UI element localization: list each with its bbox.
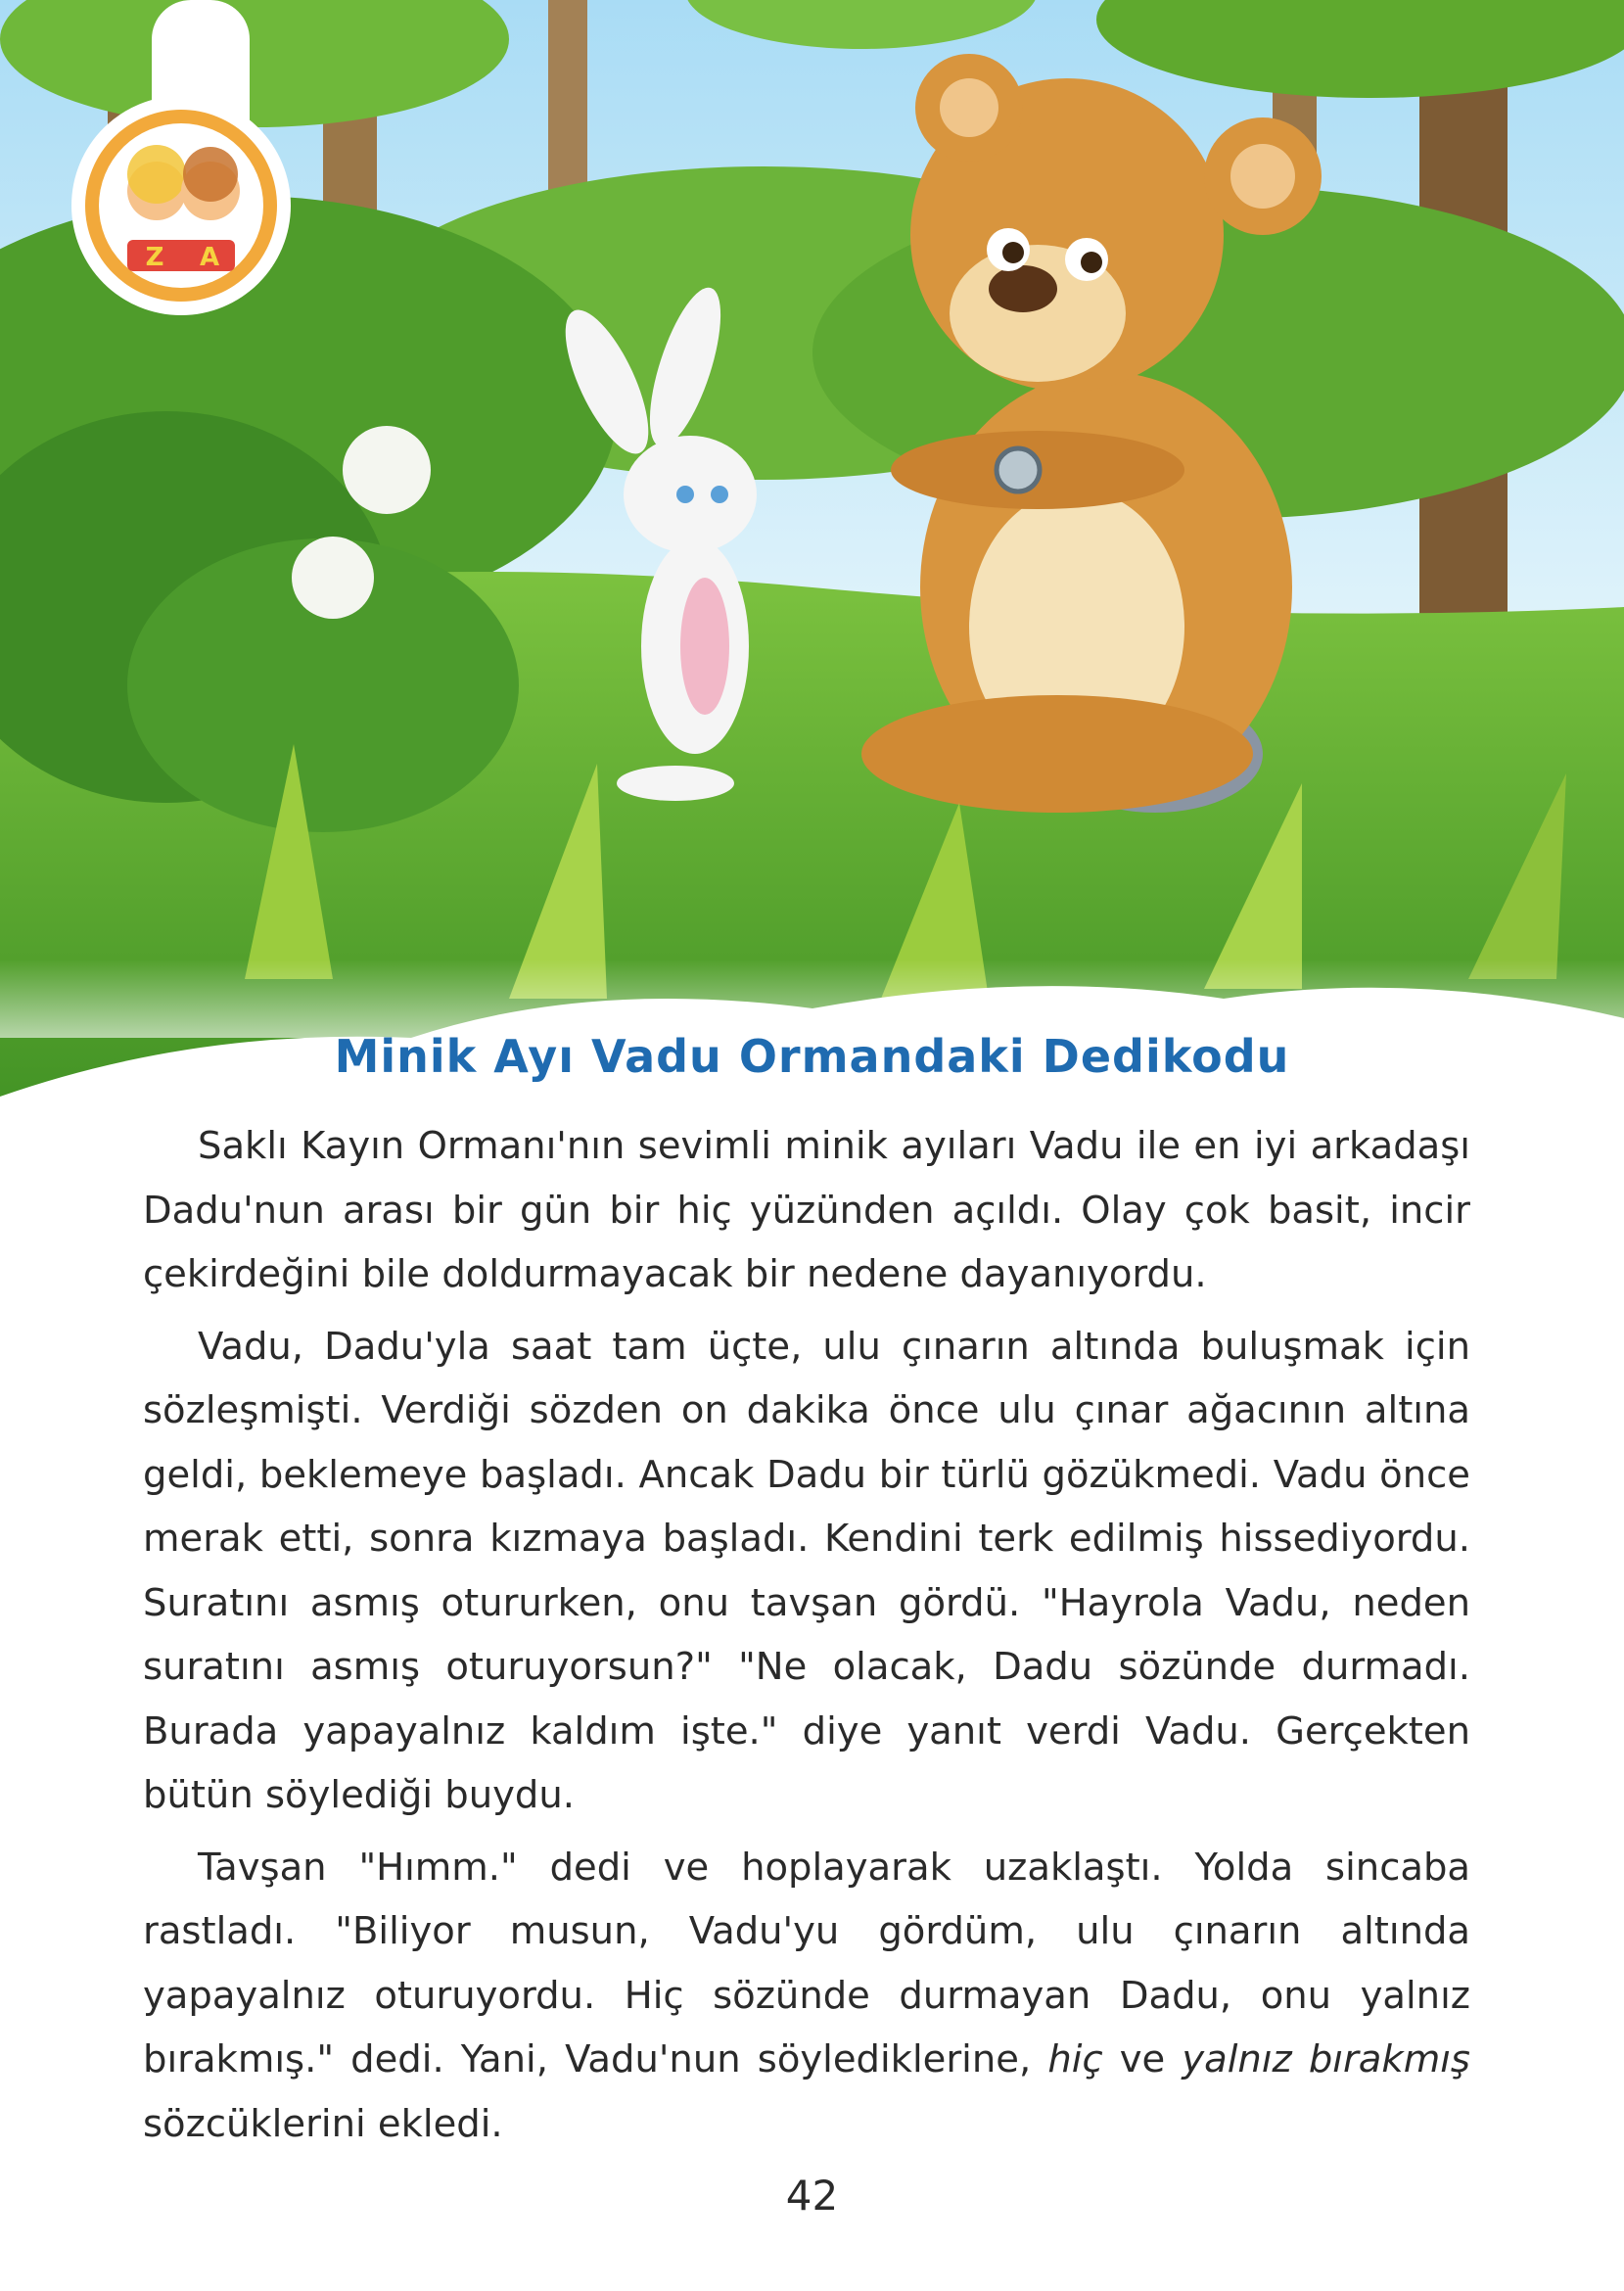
- dandelion: [292, 537, 374, 619]
- story-text: [143, 1114, 1470, 2164]
- badge-letter-a: A: [199, 243, 220, 272]
- paragraph: [143, 1836, 1470, 2157]
- paragraph: Saklı Kayın Ormanı'nın sevimli minik ayıları Vadu ile en iyi arkadaşı Dadu'nun arası bir gün bir hiç yüzünden açıldı. Olay çok basit, incir çekirdeğini bile doldurmayacak bir nedene dayanıyordu.: [143, 1124, 1470, 1296]
- story-title: Minik Ayı Vadu Ormandaki Dedikodu: [334, 1030, 1290, 1083]
- paragraph-text: Tavşan "Hımm." dedi ve hoplayarak uzaklaştı. Yolda sincaba rastladı. "Biliyor musun, Vadu'yu gördüm, ulu çınarın altında yapayalnız oturuyordu. Hiç sözünde durmayan Dadu, onu yalnız bırakmış." dedi. Yani, Vadu'nun söylediklerine,: [143, 1845, 1470, 2081]
- dandelion: [343, 426, 431, 514]
- badge-letter-z: Z: [145, 243, 164, 272]
- paragraph-ending: sözcüklerini ekledi.: [143, 2101, 503, 2146]
- connector-word: ve: [1119, 2037, 1166, 2081]
- page-number: 42: [785, 2172, 839, 2220]
- emphasized-word: hiç: [1047, 2037, 1103, 2081]
- emphasized-phrase: yalnız bırakmış: [1182, 2037, 1470, 2081]
- watch-icon: [997, 448, 1040, 491]
- paragraph: Vadu, Dadu'yla saat tam üçte, ulu çınarın altında buluşmak için sözleşmişti. Verdiği sözden on dakika önce ulu çınar ağacının altına geldi, beklemeye başladı. Ancak Dadu bir türlü gözükmedi. Vadu önce merak etti, sonra kızmaya başladı. Kendini terk edilmiş hissediyordu. Suratını asmış otururken, onu tavşan gördü. "Hayrola Vadu, neden suratını asmış oturuyorsun?" "Ne olacak, Dadu sözünde durmadı. Burada yapayalnız kaldım işte." diye yanıt verdi Vadu. Gerçekten bütün söylediği buydu.: [143, 1324, 1470, 1817]
